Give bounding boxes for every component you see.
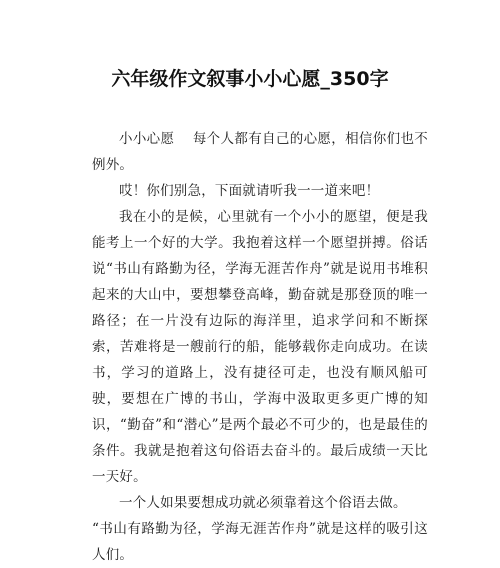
page-title: 六年级作文叙事小小心愿_350字 bbox=[111, 68, 389, 90]
paragraph-4: 一个人如果要想成功就必须靠着这个俗语去做。 bbox=[119, 495, 407, 511]
article-body bbox=[92, 126, 428, 568]
paragraph-3: 我在小的是候，心里就有一个小小的愿望，便是我能考上一个好的大学。我抱着这样一个愿望拼搏。俗话说“书山有路勤为径，学海无涯苦作舟”就是说用书堆积起来的大山中，要想攀登高峰，勤奋就是那登顶的唯一路径；在一片没有边际的海洋里，追求学问和不断探索，苦难将是一艘前行的船，能够载你走向成功。在读书，学习的道路上，没有捷径可走，也没有顺风船可驶，要想在广博的书山，学海中汲取更多更广博的知识，“勤奋”和“潜心”是两个最必不可少的，也是最佳的条件。我就是抱着这句俗语去奋斗的。最后成绩一天比一天好。 bbox=[92, 209, 428, 485]
paragraph-1: 小小心愿 每个人都有自己的心愿，相信你们也不例外。 bbox=[92, 131, 428, 173]
paragraph-5: “书山有路勤为径，学海无涯苦作舟”就是这样的吸引这人们。 bbox=[92, 521, 428, 563]
paragraph-2: 哎！你们别急，下面就请听我一一道来吧！ bbox=[119, 183, 380, 199]
